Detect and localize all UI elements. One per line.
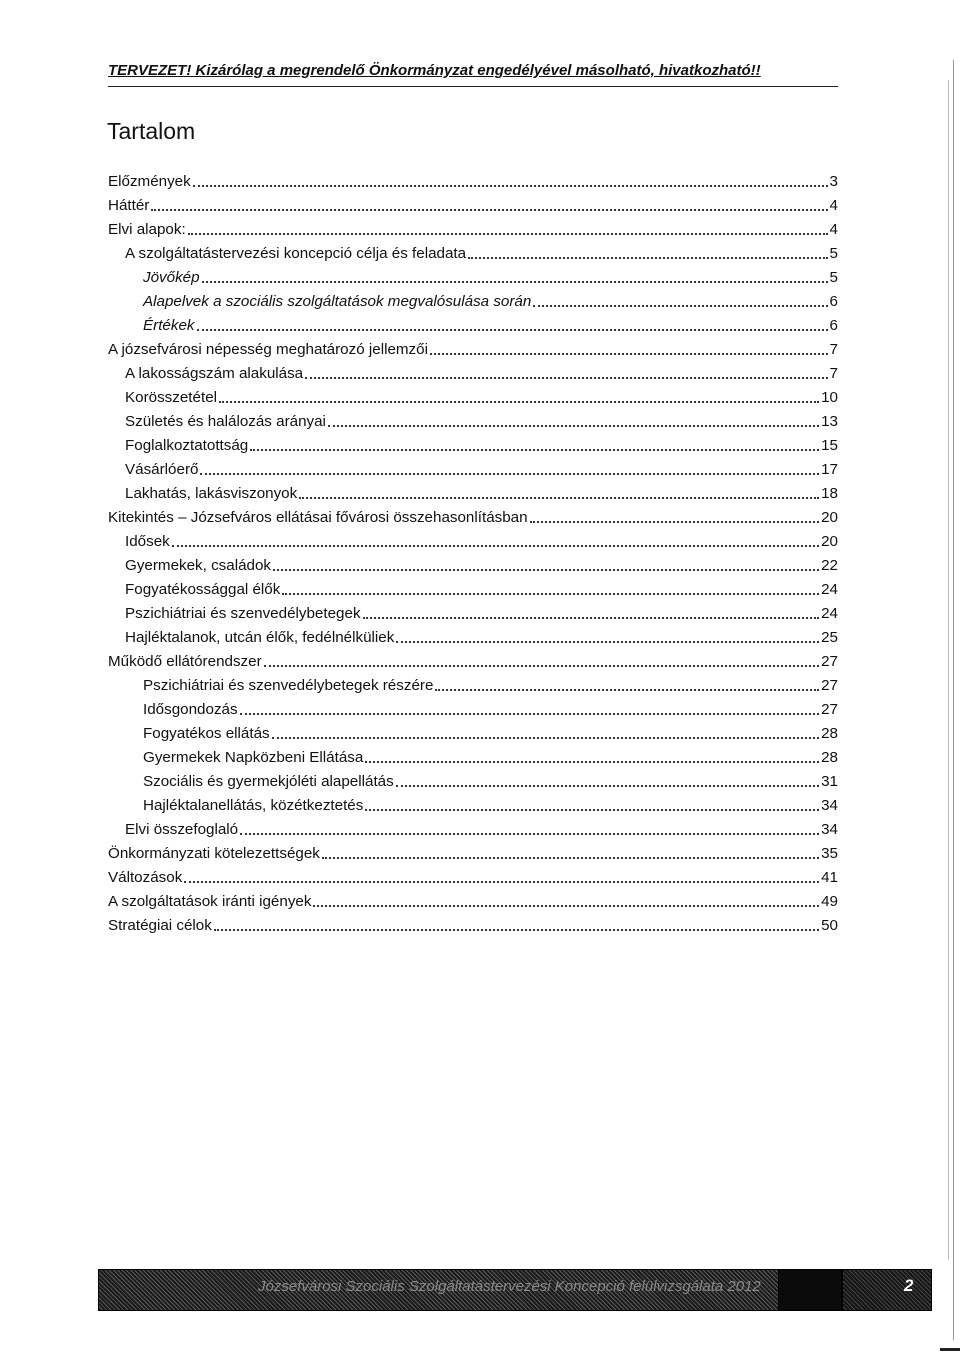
toc-entry-page: 28 [821, 725, 838, 742]
toc-leader-dots [313, 905, 819, 907]
toc-entry-page: 27 [821, 701, 838, 718]
toc-leader-dots [202, 281, 828, 283]
toc-entry[interactable] [143, 291, 838, 311]
toc-leader-dots [272, 737, 819, 739]
toc-leader-dots [219, 401, 819, 403]
toc-leader-dots [250, 449, 819, 451]
toc-entry[interactable] [125, 483, 838, 503]
toc-entry-label: A szolgáltatástervezési koncepció célja és feladata [125, 245, 467, 262]
toc-entry-page: 5 [829, 245, 838, 262]
toc-entry-page: 41 [821, 869, 838, 886]
toc-entry[interactable] [125, 555, 838, 575]
toc-entry-label: Gyermekek, családok [125, 557, 272, 574]
toc-leader-dots [468, 257, 827, 259]
toc-entry-label: Pszichiátriai és szenvedélybetegek részére [143, 677, 434, 694]
toc-entry-page: 7 [829, 341, 838, 358]
toc-entry-label: Alapelvek a szociális szolgáltatások megvalósulása során [143, 293, 532, 310]
draft-notice-header: TERVEZET! Kizárólag a megrendelő Önkormányzat engedélyével másolható, hivatkozható!! [108, 62, 761, 79]
toc-entry-label: Hajléktalanellátás, közétkeztetés [143, 797, 364, 814]
toc-entry[interactable] [108, 507, 838, 527]
toc-entry-page: 10 [821, 389, 838, 406]
page-title: Tartalom [107, 118, 196, 144]
toc-entry-label: Változások [108, 869, 183, 886]
scan-edge-line [948, 80, 949, 1260]
toc-entry-page: 24 [821, 605, 838, 622]
toc-entry[interactable] [125, 435, 838, 455]
toc-leader-dots [188, 233, 828, 235]
toc-entry-label: Pszichiátriai és szenvedélybetegek [125, 605, 361, 622]
toc-leader-dots [197, 329, 828, 331]
toc-leader-dots [322, 857, 819, 859]
toc-entry-page: 49 [821, 893, 838, 910]
toc-entry-label: A lakosságszám alakulása [125, 365, 304, 382]
toc-entry-label: Vásárlóerő [125, 461, 199, 478]
toc-entry-label: Fogyatékos ellátás [143, 725, 270, 742]
toc-entry[interactable] [108, 195, 838, 215]
toc-entry-page: 31 [821, 773, 838, 790]
toc-leader-dots [435, 689, 819, 691]
header-rule [108, 86, 838, 87]
toc-leader-dots [430, 353, 828, 355]
scan-edge-mark [940, 1348, 960, 1351]
toc-entry[interactable] [108, 339, 838, 359]
toc-entry-page: 28 [821, 749, 838, 766]
toc-leader-dots [282, 593, 819, 595]
toc-leader-dots [264, 665, 819, 667]
toc-entry-label: Születés és halálozás arányai [125, 413, 326, 430]
toc-entry[interactable] [125, 531, 838, 551]
toc-entry-page: 17 [821, 461, 838, 478]
toc-leader-dots [184, 881, 819, 883]
toc-entry-page: 27 [821, 653, 838, 670]
toc-leader-dots [172, 545, 819, 547]
toc-entry[interactable] [108, 867, 838, 887]
toc-entry-label: Előzmények [108, 173, 191, 190]
toc-leader-dots [273, 569, 819, 571]
toc-entry-page: 20 [821, 509, 838, 526]
toc-entry[interactable] [143, 723, 838, 743]
toc-entry[interactable] [125, 363, 838, 383]
toc-entry[interactable] [143, 315, 838, 335]
toc-entry-page: 50 [821, 917, 838, 934]
toc-leader-dots [151, 209, 827, 211]
toc-entry-label: Elvi összefoglaló [125, 821, 239, 838]
toc-entry-label: Korösszetétel [125, 389, 218, 406]
toc-entry[interactable] [143, 675, 838, 695]
toc-entry[interactable] [108, 171, 838, 191]
toc-leader-dots [533, 305, 827, 307]
toc-entry-page: 34 [821, 821, 838, 838]
toc-entry-label: Működő ellátórendszer [108, 653, 262, 670]
toc-entry[interactable] [125, 387, 838, 407]
toc-entry[interactable] [125, 411, 838, 431]
toc-leader-dots [365, 809, 819, 811]
toc-entry-label: A szolgáltatások iránti igények [108, 893, 312, 910]
toc-entry[interactable] [125, 819, 838, 839]
toc-entry-page: 22 [821, 557, 838, 574]
footer-divider-box [778, 1269, 842, 1311]
toc-entry-page: 4 [829, 197, 838, 214]
toc-entry-label: Idősek [125, 533, 170, 550]
toc-entry-label: Idősgondozás [143, 701, 238, 718]
toc-leader-dots [193, 185, 828, 187]
toc-entry[interactable] [125, 603, 838, 623]
toc-leader-dots [396, 785, 819, 787]
footer-document-title: Józsefvárosi Szociális Szolgáltatástervezési Koncepció felülvizsgálata 2012 [258, 1278, 761, 1295]
toc-entry-label: Stratégiai célok [108, 917, 212, 934]
toc-entry-label: A józsefvárosi népesség meghatározó jellemzői [108, 341, 428, 358]
toc-entry[interactable] [143, 699, 838, 719]
toc-entry[interactable] [125, 459, 838, 479]
page-number-box [842, 1269, 932, 1311]
toc-entry[interactable] [125, 627, 838, 647]
toc-entry-label: Gyermekek Napközbeni Ellátása [143, 749, 364, 766]
toc-entry-page: 18 [821, 485, 838, 502]
toc-entry[interactable] [108, 915, 838, 935]
toc-entry-page: 6 [829, 293, 838, 310]
toc-leader-dots [365, 761, 819, 763]
toc-entry-label: Hajléktalanok, utcán élők, fedélnélküliek [125, 629, 395, 646]
toc-entry-label: Fogyatékossággal élők [125, 581, 281, 598]
toc-entry-label: Önkormányzati kötelezettségek [108, 845, 320, 862]
toc-entry[interactable] [108, 891, 838, 911]
page-number: 2 [904, 1276, 914, 1295]
toc-leader-dots [396, 641, 819, 643]
toc-entry-page: 25 [821, 629, 838, 646]
toc-entry[interactable] [143, 795, 838, 815]
toc-entry-label: Jövőkép [143, 269, 200, 286]
toc-entry-page: 27 [821, 677, 838, 694]
toc-entry-page: 35 [821, 845, 838, 862]
toc-entry-label: Kitekintés – Józsefváros ellátásai fővárosi összehasonlításban [108, 509, 528, 526]
toc-entry-page: 5 [829, 269, 838, 286]
toc-entry[interactable] [108, 651, 838, 671]
toc-entry-label: Lakhatás, lakásviszonyok [125, 485, 298, 502]
toc-entry-page: 24 [821, 581, 838, 598]
toc-entry-page: 13 [821, 413, 838, 430]
toc-entry-page: 34 [821, 797, 838, 814]
toc-entry-label: Háttér [108, 197, 150, 214]
toc-entry[interactable] [143, 747, 838, 767]
toc-entry-label: Szociális és gyermekjóléti alapellátás [143, 773, 394, 790]
toc-entry-label: Foglalkoztatottság [125, 437, 249, 454]
toc-entry-page: 6 [829, 317, 838, 334]
toc-entry[interactable] [125, 243, 838, 263]
toc-leader-dots [530, 521, 820, 523]
toc-entry[interactable] [108, 843, 838, 863]
toc-leader-dots [299, 497, 819, 499]
toc-entry-page: 7 [829, 365, 838, 382]
toc-entry-page: 15 [821, 437, 838, 454]
toc-leader-dots [328, 425, 819, 427]
toc-entry[interactable] [108, 219, 838, 239]
toc-entry[interactable] [143, 267, 838, 287]
toc-entry-page: 4 [829, 221, 838, 238]
toc-leader-dots [363, 617, 820, 619]
toc-leader-dots [240, 713, 820, 715]
toc-leader-dots [240, 833, 819, 835]
toc-entry-page: 3 [829, 173, 838, 190]
toc-leader-dots [200, 473, 819, 475]
toc-entry-page: 20 [821, 533, 838, 550]
toc-entry-label: Elvi alapok: [108, 221, 186, 238]
toc-entry[interactable] [143, 771, 838, 791]
toc-leader-dots [305, 377, 827, 379]
scan-edge-line [953, 60, 954, 1340]
toc-entry-label: Értékek [143, 317, 195, 334]
toc-entry[interactable] [125, 579, 838, 599]
toc-leader-dots [214, 929, 819, 931]
